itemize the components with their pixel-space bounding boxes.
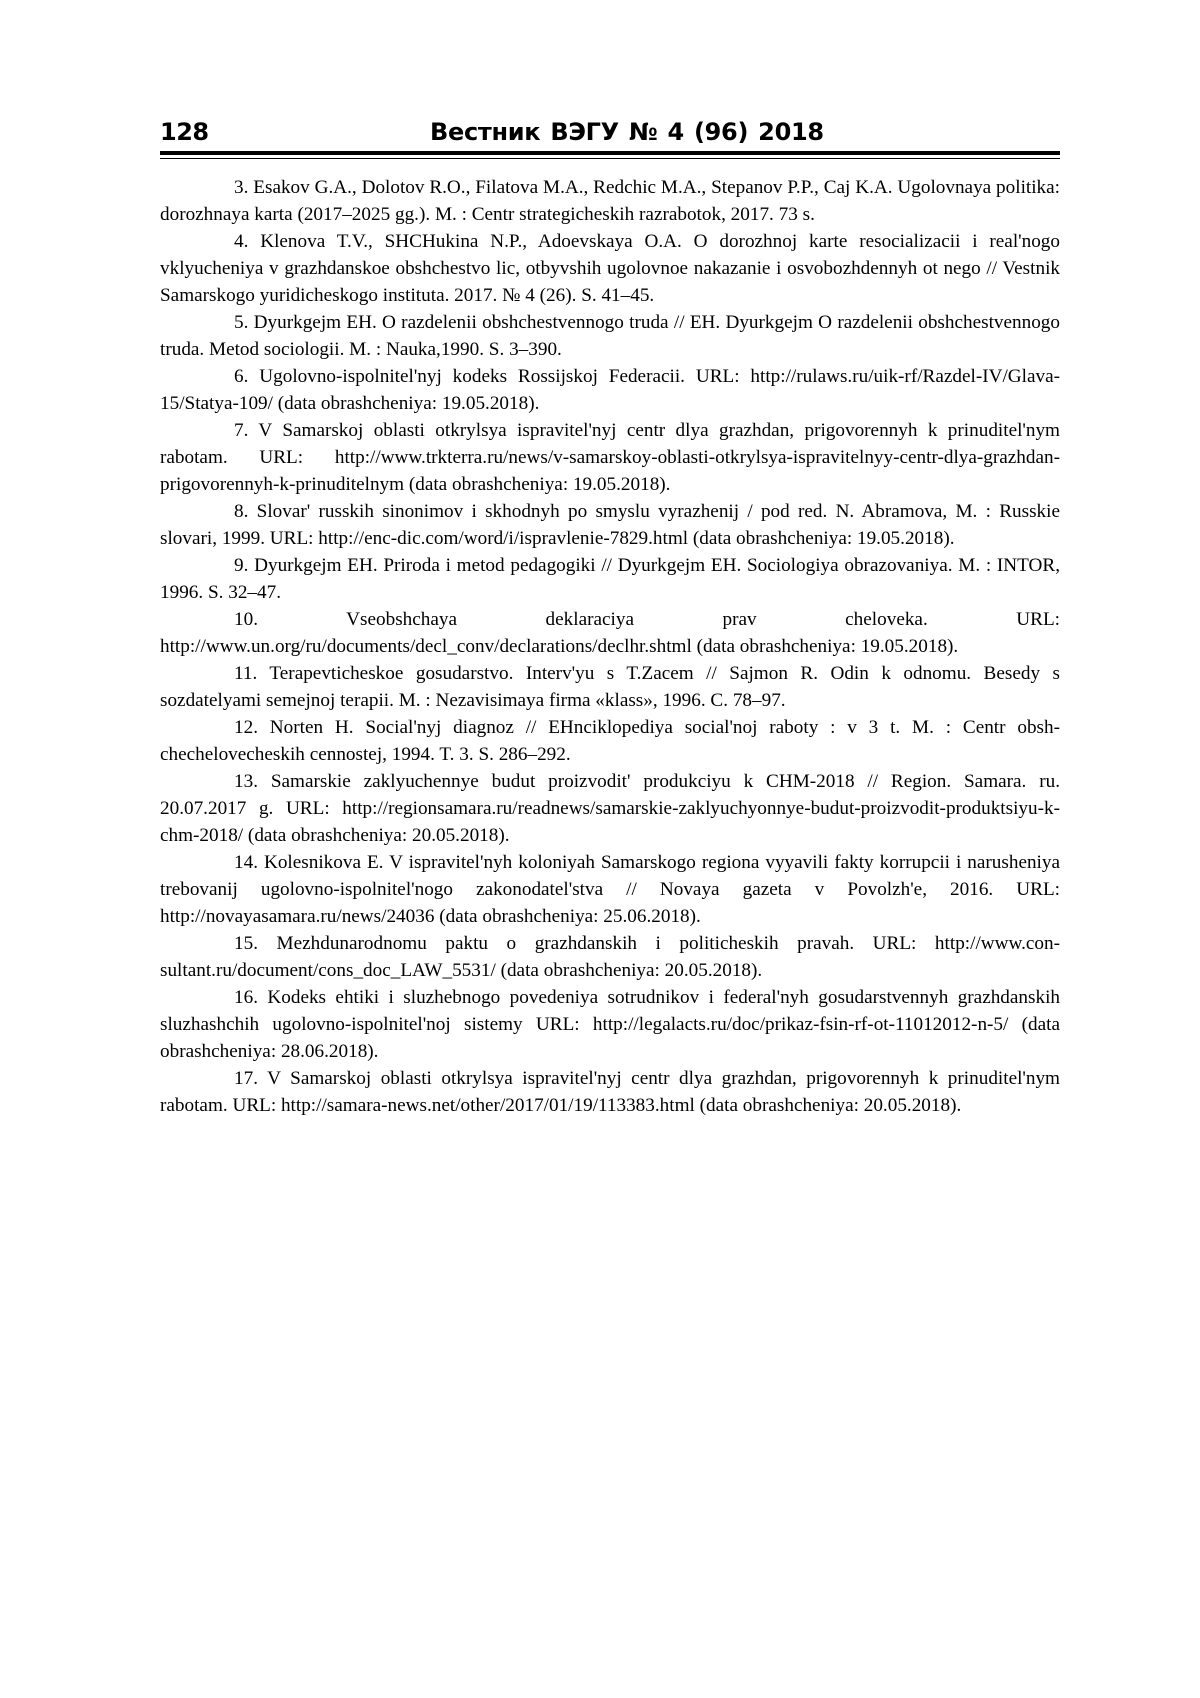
reference-15: 15. Mezhdunarodnomu paktu o grazhdanskih i politicheskih pravah. URL: http://www.consultant.ru/document/cons_doc_LAW_5531/ (data obrashcheniya: 20.05.2018). <box>160 933 1060 981</box>
running-header <box>160 118 1060 148</box>
reference-10: 10. Vseobshchaya deklaraciya prav cheloveka. URL: http://www.un.org/ru/documents/decl_conv/declarations/declhr.shtml (data obrashcheniya: 19.05.2018). <box>160 609 1060 657</box>
page-number: 128 <box>160 118 209 146</box>
reference-13: 13. Samarskie zaklyuchennye budut proizvodit' produkciyu k CHM-2018 // Region. Samara. ru. 20.07.2017 g. URL: http://regionsamara.ru/readnews/samarskie-zaklyuchyonnye-budut-proizvodit-produktsiyu-k-chm-2018/ (data obrashcheniya: 20.05.2018). <box>160 771 1060 846</box>
reference-3: 3. Esakov G.A., Dolotov R.O., Filatova M.A., Redchic M.A., Stepanov P.P., Caj K.A. Ugolovnaya politika: dorozhnaya karta (2017–2025 gg.). M. : Centr strategicheskih razrabotok, 2017. 73 s. <box>160 177 1060 225</box>
journal-title: Вестник ВЭГУ № 4 (96) 2018 <box>430 118 824 146</box>
reference-14: 14. Kolesnikova E. V ispravitel'nyh koloniyah Samarskogo regiona vyyavili fakty korrupcii i narusheniya trebovanij ugolovno-ispolnitel'nogo zakonodatel'stva // Novaya gazeta v Povolzh'e, 2016. URL: http://novayasamara.ru/news/24036 (data obrashcheniya: 25.06.2018). <box>160 852 1060 927</box>
reference-4: 4. Klenova T.V., SHCHukina N.P., Adoevskaya O.A. O dorozhnoj karte resocializacii i real'nogo vklyucheniya v grazhdanskoe obshchestvo lic, otbyvshih ugolovnoe nakazanie i osvobozhdennyh ot nego // Vestnik Samarskogo yuridicheskogo instituta. 2017. № 4 (26). S. 41–45. <box>160 231 1060 306</box>
reference-6: 6. Ugolovno-ispolnitel'nyj kodeks Rossijskoj Federacii. URL: http://rulaws.ru/uik-rf/Razdel-IV/Glava-15/Statya-109/ (data obrashcheniya: 19.05.2018). <box>160 366 1060 414</box>
reference-7: 7. V Samarskoj oblasti otkrylsya ispravitel'nyj centr dlya grazhdan, prigovorennyh k prinuditel'nym rabotam. URL: http://www.trkterra.ru/news/v-samarskoy-oblasti-otkrylsya-ispravitelnyy-centr-dlya-grazhdan-prigovorennyh-k-prinuditelnym (data obrashcheniya: 19.05.2018). <box>160 420 1060 495</box>
reference-list <box>160 174 1060 1119</box>
header-rule-thin <box>160 158 1060 159</box>
reference-5: 5. Dyurkgejm EH. O razdelenii obshchestvennogo truda // EH. Dyurkgejm O razdelenii obshchestvennogo truda. Metod sociologii. M. : Nauka,1990. S. 3–390. <box>160 312 1060 360</box>
header-rule-thick <box>160 151 1060 155</box>
reference-8: 8. Slovar' russkih sinonimov i skhodnyh po smyslu vyrazhenij / pod red. N. Abramova, M. : Russkie slovari, 1999. URL: http://enc-dic.com/word/i/ispravlenie-7829.html (data obrashcheniya: 19.05.2018). <box>160 501 1060 549</box>
reference-11: 11. Terapevticheskoe gosudarstvo. Interv'yu s T.Zacem // Sajmon R. Odin k odnomu. Besedy s sozdatelyami semejnoj terapii. M. : Nezavisimaya firma «klass», 1996. C. 78–97. <box>160 663 1060 711</box>
reference-9: 9. Dyurkgejm EH. Priroda i metod pedagogiki // Dyurkgejm EH. Sociologiya obrazovaniya. M. : INTOR, 1996. S. 32–47. <box>160 555 1060 603</box>
reference-17: 17. V Samarskoj oblasti otkrylsya ispravitel'nyj centr dlya grazhdan, prigovorennyh k prinuditel'nym rabotam. URL: http://samara-news.net/other/2017/01/19/113383.html (data obrashcheniya: 20.05.2018). <box>160 1068 1060 1116</box>
reference-16: 16. Kodeks ehtiki i sluzhebnogo povedeniya sotrudnikov i federal'nyh gosudarstvennyh grazhdanskih sluzhashchih ugolovno-ispolnitel'noj sistemy URL: http://legalacts.ru/doc/prikaz-fsin-rf-ot-11012012-n-5/ (data obrashcheniya: 28.06.2018). <box>160 987 1060 1062</box>
reference-12: 12. Norten H. Social'nyj diagnoz // EHnciklopediya social'noj raboty : v 3 t. M. : Centr obshchechelovecheskih cennostej, 1994. T. 3. S. 286–292. <box>160 717 1060 765</box>
